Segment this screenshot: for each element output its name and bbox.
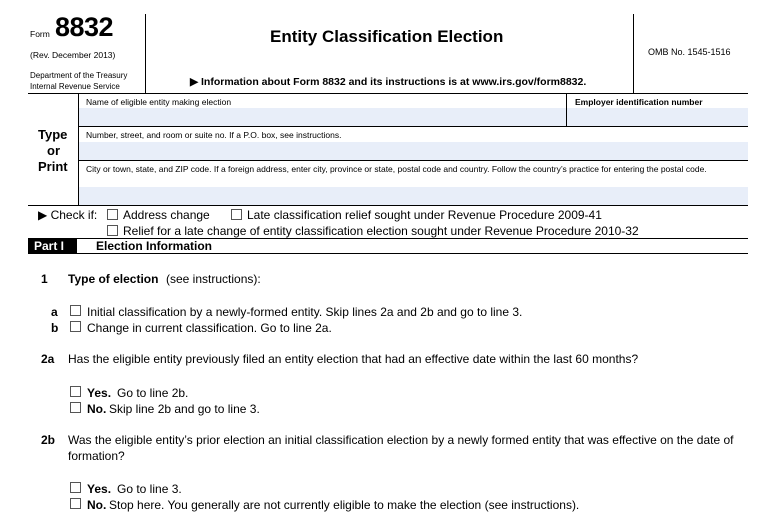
line2a-num: 2a bbox=[41, 352, 55, 366]
line1b-text: Change in current classification. Go to line 2a. bbox=[87, 321, 332, 335]
info-line: ▶ Information about Form 8832 and its instructions is at www.irs.gov/form8832. bbox=[190, 76, 587, 88]
ein-label: Employer identification number bbox=[575, 97, 703, 107]
type-word: Type bbox=[38, 127, 68, 142]
address-change-label: Address change bbox=[123, 208, 210, 222]
line1b-checkbox[interactable] bbox=[70, 321, 81, 332]
entity-name-input[interactable] bbox=[79, 108, 566, 126]
line2a-yes-bold: Yes. bbox=[87, 386, 112, 400]
line2a-no-text: Skip line 2b and go to line 3. bbox=[109, 402, 260, 416]
line1-title: Type of election bbox=[68, 272, 159, 286]
department: Department of the Treasury bbox=[30, 71, 128, 80]
ein-input[interactable] bbox=[567, 108, 748, 126]
line2b-yes-bold: Yes. bbox=[87, 482, 112, 496]
line1a-checkbox[interactable] bbox=[70, 305, 81, 316]
omb-number: OMB No. 1545-1516 bbox=[648, 47, 731, 57]
relief-late-change-label: Relief for a late change of entity classification election sought under Revenue Procedure 2010-32 bbox=[123, 224, 639, 238]
line2b-no-checkbox[interactable] bbox=[70, 498, 81, 509]
line1-num: 1 bbox=[41, 272, 48, 286]
relief-late-change-checkbox[interactable] bbox=[107, 225, 118, 236]
part-tag: Part I bbox=[34, 239, 65, 253]
line1a-letter: a bbox=[51, 305, 58, 319]
part-title: Election Information bbox=[96, 239, 213, 253]
line2a-yes-text: Go to line 2b. bbox=[117, 386, 189, 400]
or-word: or bbox=[47, 143, 60, 158]
part-tag-bg bbox=[28, 239, 77, 253]
line2b-num: 2b bbox=[41, 433, 56, 447]
city-label: City or town, state, and ZIP code. If a foreign address, enter city, province or state, postal code and country. Follow the country’s practice for entering the postal code. bbox=[86, 164, 707, 174]
street-input[interactable] bbox=[79, 142, 748, 160]
print-word: Print bbox=[38, 159, 68, 174]
form-number: 8832 bbox=[55, 12, 114, 42]
line1-note: (see instructions): bbox=[166, 272, 261, 286]
line2a-question: Has the eligible entity previously filed an entity election that had an effective date within the last 60 months? bbox=[68, 352, 639, 366]
line2a-no-checkbox[interactable] bbox=[70, 402, 81, 413]
line1a-text: Initial classification by a newly-formed entity. Skip lines 2a and 2b and go to line 3. bbox=[87, 305, 523, 319]
line2b-yes-checkbox[interactable] bbox=[70, 482, 81, 493]
entity-name-label: Name of eligible entity making election bbox=[86, 97, 232, 107]
line2a-yes-checkbox[interactable] bbox=[70, 386, 81, 397]
line2b-yes-text: Go to line 3. bbox=[117, 482, 182, 496]
late-relief-label: Late classification relief sought under Revenue Procedure 2009-41 bbox=[247, 208, 602, 222]
street-label: Number, street, and room or suite no. If a P.O. box, see instructions. bbox=[86, 130, 342, 140]
form-title: Entity Classification Election bbox=[270, 27, 504, 46]
line2b-question-1: Was the eligible entity’s prior election an initial classification election by a newly formed entity that was effective on the date of bbox=[68, 433, 734, 447]
city-input[interactable] bbox=[79, 187, 748, 205]
line2b-no-text: Stop here. You generally are not currently eligible to make the election (see instructions). bbox=[109, 498, 580, 512]
line2b-no-bold: No. bbox=[87, 498, 107, 512]
address-change-checkbox[interactable] bbox=[107, 209, 118, 220]
line1b-letter: b bbox=[51, 321, 59, 335]
form-revision: (Rev. December 2013) bbox=[30, 50, 116, 60]
service: Internal Revenue Service bbox=[30, 82, 120, 91]
line2a-no-bold: No. bbox=[87, 402, 107, 416]
check-if-label: ▶ Check if: bbox=[38, 208, 98, 222]
late-relief-checkbox[interactable] bbox=[231, 209, 242, 220]
line2b-question-2: formation? bbox=[68, 449, 125, 463]
form-word: Form bbox=[30, 29, 50, 39]
